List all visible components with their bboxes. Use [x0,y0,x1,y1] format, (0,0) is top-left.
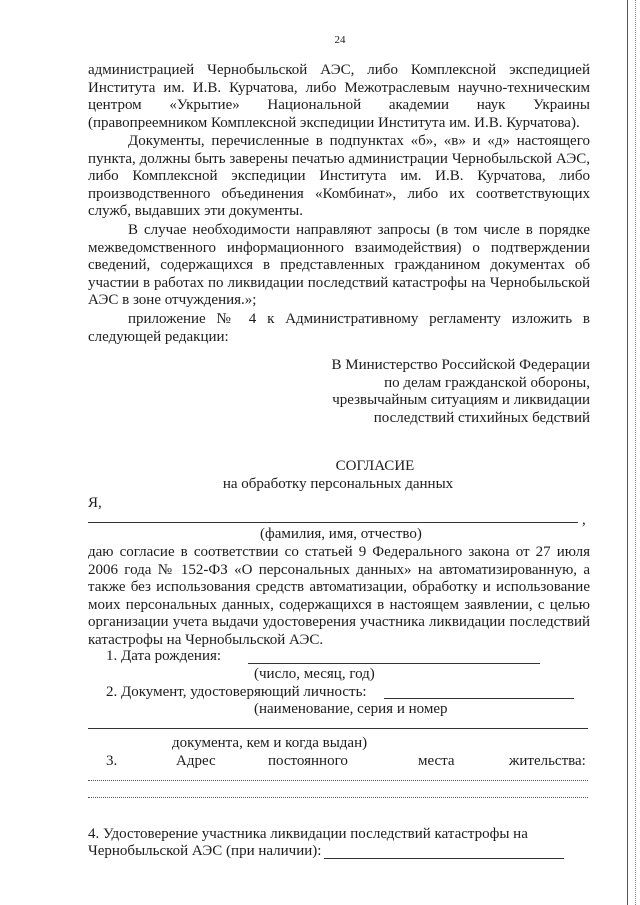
address-word: места [418,753,455,769]
birthdate-field[interactable] [248,663,540,664]
fio-field[interactable] [88,522,578,523]
address-word: постоянного [268,753,348,769]
addressee-line: В Министерство Российской Федерации [331,357,590,373]
address-word: жительства: [509,753,586,769]
addressee-line: по делам гражданской обороны, [384,374,590,391]
page-number: 24 [334,34,346,46]
fio-hint: (фамилия, имя, отчество) [260,526,422,542]
address-field[interactable] [88,780,588,781]
page-edge-shadow [635,0,636,905]
id-document-label: 2. Документ, удостоверяющий личность: [106,684,367,700]
consent-text: даю согласие в соответствии со статьей 9 Федерального закона от 27 июля 2006 года № 152-ФЗ «О персональных данных» на автоматизированную, а также без использования средств автоматизации, обработку и использование моих персональных данных, содержащихся в настоящем заявлении, с целью организации учета выдачи удостоверения участника ликвидации последствий катастрофы на Чернобыльской АЭС. [88,544,590,648]
paragraph-documents: Документы, перечисленные в подпунктах «б», «в» и «д» настоящего пункта, должны быть заверены печатью администрации Чернобыльской АЭС, либо Комплексной экспедиции Института им. И.В. Курчатова, либо производственного объединения «Комбинат», либо их соответствующих служб, выдавших эти документы. [88,133,590,220]
i-label: Я, [88,495,102,511]
certificate-label-2: Чернобыльской АЭС (при наличии): [88,843,322,859]
id-document-hint: (наименование, серия и номер [254,701,448,717]
paragraph-intro: администрацией Чернобыльской АЭС, либо Комплексной экспедицией Института им. И.В. Курчатова, либо Межотраслевым научно-техническим центром «Укрытие» Национальной академии наук Украины (правопреемником Комплексной экспедиции Института им. И.В. Курчатова). [88,62,590,131]
consent-subtitle: на обработку персональных данных [222,476,454,492]
certificate-field[interactable] [324,858,564,859]
addressee-line: чрезвычайным ситуациям и ликвидации [332,392,590,409]
birthdate-label: 1. Дата рождения: [106,648,222,664]
birthdate-hint: (число, месяц, год) [254,666,375,682]
certificate-label: 4. Удостоверение участника ликвидации последствий катастрофы на [88,826,528,842]
consent-title: СОГЛАСИЕ [335,458,415,474]
address-field-2[interactable] [88,797,588,798]
fio-comma: , [582,512,586,528]
addressee-block [88,357,590,427]
paragraph-requests: В случае необходимости направляют запросы (в том числе в порядке межведомственного информационного взаимодействия) о подтверждении сведений, содержащихся в представленных гражданином документах об участии в работах по ликвидации последствий катастрофы на Чернобыльской АЭС в зоне отчуждения.»; [88,222,590,309]
id-document-field-2[interactable] [88,728,588,729]
id-document-field[interactable] [384,698,574,699]
page-edge [627,0,628,905]
addressee-line: последствий стихийных бедствий [373,409,590,426]
address-number: 3. [106,753,118,769]
id-document-hint-2: документа, кем и когда выдан) [172,735,368,751]
address-word: Адрес [176,753,216,769]
paragraph-annex: приложение № 4 к Административному регламенту изложить в следующей редакции: [88,311,590,345]
